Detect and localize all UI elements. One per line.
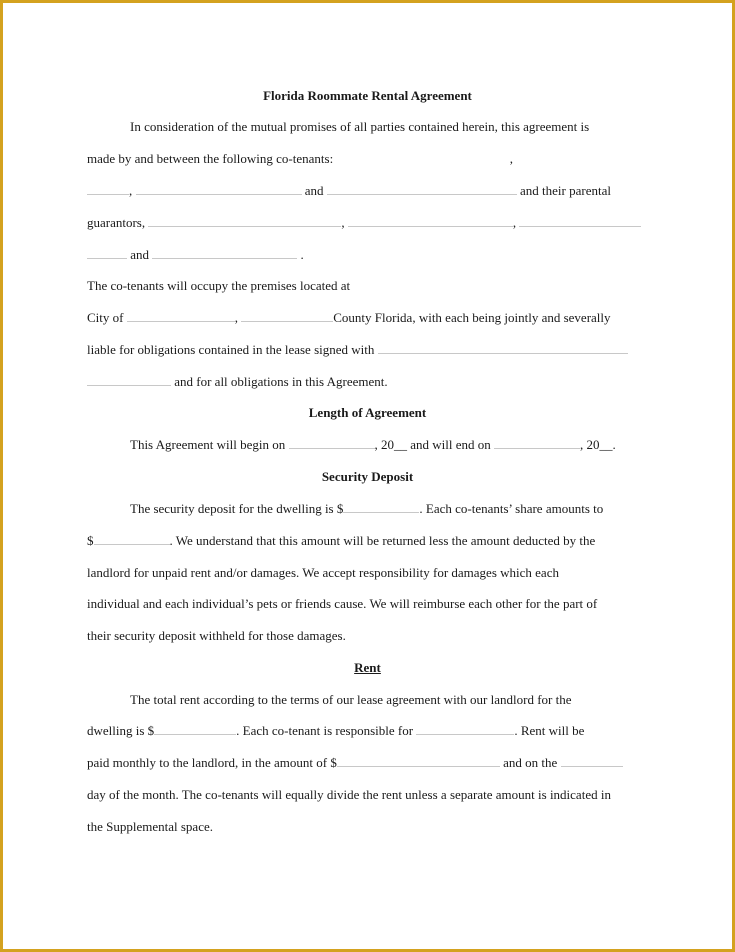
security-line-2b: . We understand that this amount will be returned less the amount deducted by the — [169, 533, 596, 548]
start-date-blank[interactable] — [289, 436, 375, 449]
length-heading: Length of Agreement — [308, 405, 427, 420]
monthly-amount-blank[interactable] — [337, 754, 500, 767]
and-text: and — [130, 247, 150, 262]
city-blank[interactable] — [127, 309, 235, 322]
rent-line-4: day of the month. The co-tenants will equally divide the rent unless a separate amount is indicated in — [87, 787, 611, 802]
security-line-1a: The security deposit for the dwelling is $ — [130, 501, 344, 516]
rent-line-3a: paid monthly to the landlord, in the amount of $ — [87, 755, 337, 770]
security-line-4: individual and each individual’s pets or friends cause. We will reimburse each other for the part of — [87, 596, 598, 611]
guarantors-text: guarantors, — [87, 215, 146, 230]
landlord-blank-2[interactable] — [87, 373, 171, 386]
comma: , — [234, 310, 238, 325]
city-of-text: City of — [87, 310, 124, 325]
end-date-blank[interactable] — [494, 436, 580, 449]
intro-line-1: In consideration of the mutual promises of all parties contained herein, this agreement is — [130, 119, 590, 134]
security-line-1 — [130, 500, 603, 518]
county-text: County Florida, with each being jointly and severally — [333, 310, 611, 325]
rent-line-2 — [87, 722, 584, 740]
due-day-blank[interactable] — [561, 754, 623, 767]
rent-line-2c: . Rent will be — [514, 723, 585, 738]
security-line-3: landlord for unpaid rent and/or damages. We accept responsibility for damages which each — [87, 565, 559, 580]
share-blank[interactable] — [416, 722, 514, 735]
rent-line-2b: . Each co-tenant is responsible for — [236, 723, 414, 738]
rent-line-3 — [87, 754, 623, 772]
comma: , — [509, 151, 513, 166]
security-heading: Security Deposit — [321, 469, 414, 484]
rent-line-1: The total rent according to the terms of our lease agreement with our landlord for the — [130, 692, 572, 707]
comma: , — [129, 183, 133, 198]
cotenant-blank-3[interactable] — [327, 182, 517, 195]
security-line-2 — [87, 532, 595, 550]
obligations-text: and for all obligations in this Agreement. — [174, 374, 388, 389]
intro-line-2 — [87, 150, 513, 168]
comma: , — [341, 215, 345, 230]
rent-line-3b: and on the — [503, 755, 558, 770]
rent-heading-text: Rent — [354, 660, 381, 675]
guarantor-blank-4[interactable] — [87, 246, 127, 259]
total-rent-blank[interactable] — [154, 722, 236, 735]
period: . — [300, 247, 304, 262]
guarantor-blank-5[interactable] — [152, 246, 297, 259]
liable-line — [87, 341, 628, 359]
intro-line-2-text: made by and between the following co-tenants: — [87, 151, 334, 166]
city-line — [87, 309, 611, 327]
landlord-blank[interactable] — [378, 341, 628, 354]
deposit-amount-blank[interactable] — [343, 500, 419, 513]
guarantor-blank-2[interactable] — [348, 214, 513, 227]
guarantors-line — [87, 214, 641, 232]
rent-line-5: the Supplemental space. — [87, 819, 213, 834]
cotenant-blank-1[interactable] — [87, 182, 129, 195]
guarantor-blank-1[interactable] — [148, 214, 341, 227]
comma: , — [512, 215, 517, 230]
year-end-text: , 20__. — [580, 437, 616, 452]
county-blank[interactable] — [241, 309, 333, 322]
security-line-1b: . Each co-tenants’ share amounts to — [419, 501, 604, 516]
security-line-5: their security deposit withheld for those damages. — [87, 628, 346, 643]
and-text: and — [304, 183, 324, 198]
guarantor-blank-3[interactable] — [519, 214, 641, 227]
rent-heading — [0, 659, 735, 677]
cotenant-names-line — [87, 182, 611, 200]
obligations-line — [87, 373, 388, 391]
share-amount-blank[interactable] — [94, 532, 170, 545]
year-mid-text: , 20__ and will end on — [374, 437, 491, 452]
parental-text: and their parental — [520, 183, 611, 198]
liable-text: liable for obligations contained in the lease signed with — [87, 342, 375, 357]
guarantors-line-2 — [87, 246, 304, 264]
begin-text: This Agreement will begin on — [130, 437, 286, 452]
document-title: Florida Roommate Rental Agreement — [263, 88, 472, 103]
cotenant-blank-2[interactable] — [136, 182, 302, 195]
rent-line-2a: dwelling is $ — [87, 723, 155, 738]
term-line — [130, 436, 616, 454]
occupy-line: The co-tenants will occupy the premises located at — [87, 278, 351, 293]
dollar: $ — [87, 533, 94, 548]
